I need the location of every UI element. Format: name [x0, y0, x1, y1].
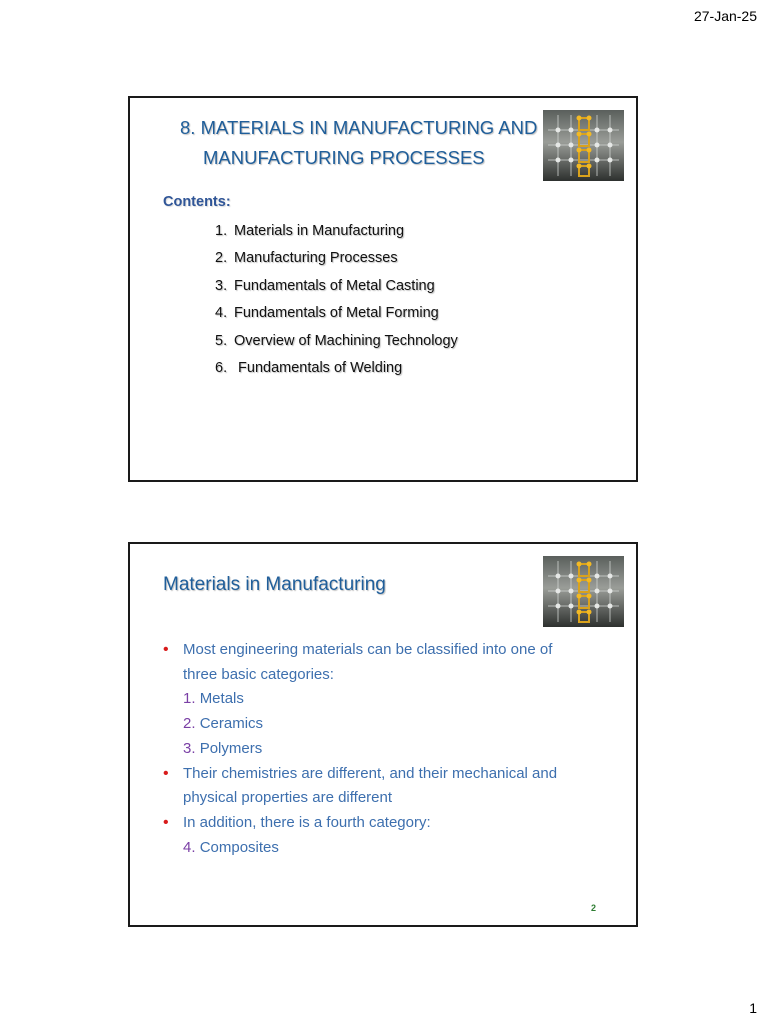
slide-2: [128, 542, 638, 927]
bullet-paragraph: [163, 638, 583, 687]
list-item-text: Polymers: [199, 739, 263, 757]
page-number: 1: [749, 1000, 757, 1016]
list-item-text: Composites: [199, 838, 279, 856]
list-item-text: Fundamentals of Metal Forming: [234, 305, 439, 322]
list-item: [215, 245, 458, 272]
list-item-number: 2.: [215, 250, 228, 267]
list-item: [163, 836, 583, 861]
list-item-number: 1.: [215, 223, 228, 239]
bullet-text: In addition, there is a fourth category:: [183, 813, 431, 831]
list-item-text: Fundamentals of Welding: [234, 360, 403, 377]
list-item-number: 3.: [215, 277, 228, 294]
list-item-number: 3.: [183, 739, 196, 757]
list-item: [215, 273, 458, 300]
list-item: [163, 687, 583, 712]
document-date: 27-Jan-25: [693, 8, 757, 24]
red-bullet-icon: •: [163, 641, 169, 658]
list-item-number: 2.: [183, 715, 196, 733]
bullet-paragraph: [163, 811, 583, 836]
bullet-text: physical properties are different: [183, 789, 393, 807]
slide-1-title-line-1: 8. MATERIALS IN MANUFACTURING AND: [180, 117, 538, 138]
red-bullet-icon: •: [163, 813, 169, 831]
bullet-paragraph: [163, 762, 583, 811]
bullet-text: Most engineering materials can be classified into one of: [183, 641, 553, 658]
list-item-text: Metals: [199, 690, 244, 708]
list-item-text: Overview of Machining Technology: [234, 332, 458, 349]
list-item: [163, 712, 583, 737]
list-item: [215, 300, 458, 327]
list-item-number: 4.: [215, 305, 228, 322]
list-item-number: 4.: [183, 838, 196, 856]
slide-1: [128, 96, 638, 482]
list-item-number: 5.: [215, 332, 228, 349]
bullet-text: Their chemistries are different, and their mechanical and: [183, 764, 558, 782]
slide-1-title-line-2: MANUFACTURING PROCESSES: [203, 147, 485, 168]
list-item-number: 1.: [183, 690, 196, 708]
list-item: [215, 328, 458, 355]
list-item-text: Manufacturing Processes: [234, 250, 398, 267]
crystal-lattice-image-icon: [543, 110, 624, 181]
red-bullet-icon: •: [163, 764, 169, 782]
list-item: [215, 218, 458, 245]
bullet-text: three basic categories:: [183, 665, 334, 683]
slide-1-title: [180, 113, 550, 173]
slide-2-body: [163, 638, 583, 860]
list-item-text: Fundamentals of Metal Casting: [234, 277, 435, 294]
contents-list: [215, 218, 458, 382]
contents-label: Contents:: [163, 194, 231, 210]
slide-2-title: Materials in Manufacturing: [163, 574, 386, 595]
slide-number: 2: [590, 903, 596, 913]
list-item-text: Ceramics: [199, 715, 264, 733]
list-item: [163, 737, 583, 762]
list-item: [215, 355, 458, 382]
list-item-number: 6.: [215, 360, 228, 377]
list-item-text: Materials in Manufacturing: [234, 223, 405, 239]
crystal-lattice-image-icon: [543, 556, 624, 627]
